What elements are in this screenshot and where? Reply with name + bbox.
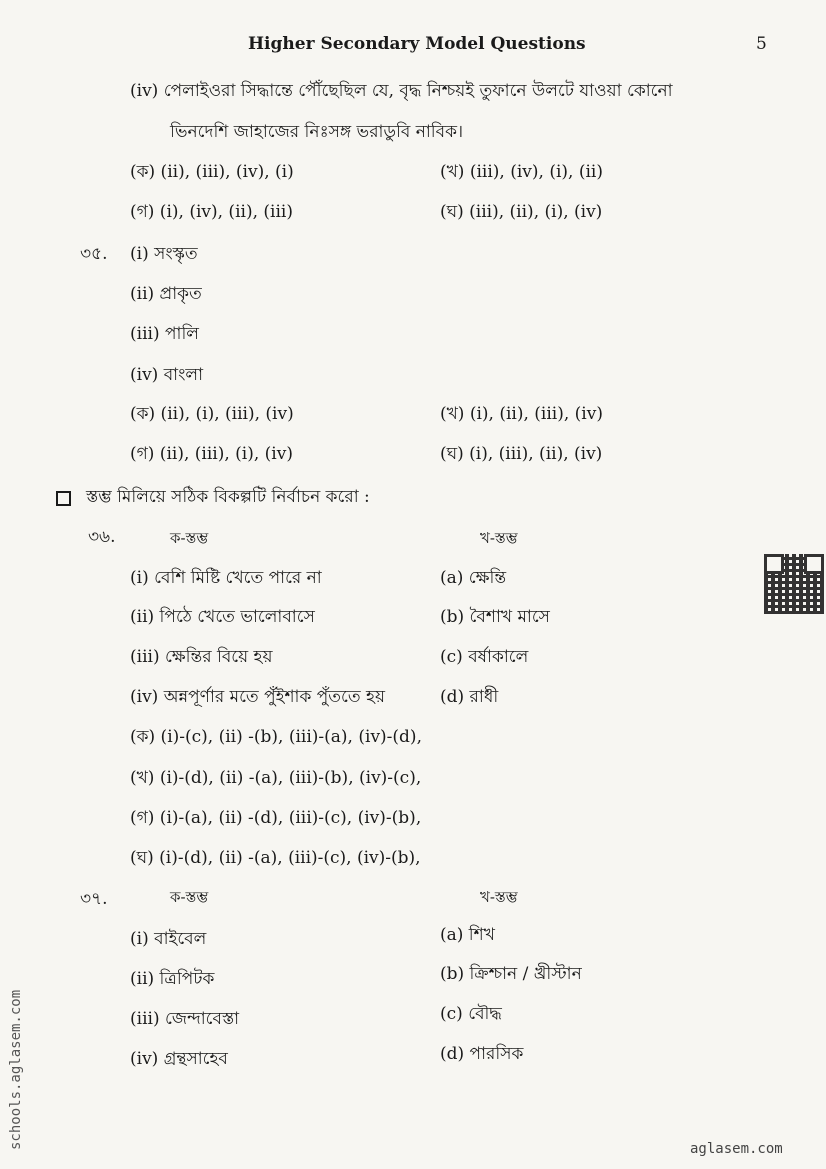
q37-column-b-item: (b) ক্রিশ্চান / খ্রীস্টান — [440, 964, 582, 984]
section-instruction: স্তম্ভ মিলিয়ে সঠিক বিকল্পটি নির্বাচন করো : — [86, 487, 370, 507]
q34-option-ka: (ক) (ii), (iii), (iv), (i) — [130, 162, 294, 182]
q34-item-iv-line1: (iv) পেলাইওরা সিদ্ধান্তে পৌঁছেছিল যে, বৃদ্ধ নিশ্চয়ই তুফানে উলটে যাওয়া কোনো — [130, 81, 673, 101]
q35-option-ga: (গ) (ii), (iii), (i), (iv) — [130, 444, 293, 464]
q34-option-kha: (খ) (iii), (iv), (i), (ii) — [440, 162, 603, 182]
side-watermark: schools.aglasem.com — [8, 989, 24, 1150]
q37-column-a-item: (iv) গ্রন্থসাহেব — [130, 1049, 228, 1069]
q36-option: (গ) (i)-(a), (ii) -(d), (iii)-(c), (iv)-(b), — [130, 808, 422, 828]
section-checkbox-icon — [56, 491, 71, 506]
q36-column-b-item: (b) বৈশাখ মাসে — [440, 607, 550, 627]
q36-option: (ঘ) (i)-(d), (ii) -(a), (iii)-(c), (iv)-(b), — [130, 848, 421, 868]
page-header-title: Higher Secondary Model Questions — [248, 34, 586, 54]
footer-watermark: aglasem.com — [690, 1141, 783, 1157]
q35-item: (iii) পালি — [130, 324, 199, 344]
q36-column-b-heading: খ-স্তম্ভ — [480, 529, 518, 547]
q35-item: (iv) বাংলা — [130, 365, 204, 385]
q37-column-b-item: (c) বৌদ্ধ — [440, 1004, 502, 1024]
q36-column-b-item: (c) বর্ষাকালে — [440, 647, 529, 667]
q36-column-b-item: (a) ক্ষেন্তি — [440, 568, 507, 588]
q36-column-a-item: (iii) ক্ষেন্তির বিয়ে হয় — [130, 647, 273, 667]
q36-column-b-item: (d) রাধী — [440, 687, 499, 707]
q36-column-a-item: (i) বেশি মিষ্টি খেতে পারে না — [130, 568, 322, 588]
q35-number: ৩৫. — [80, 244, 108, 264]
q36-option: (ক) (i)-(c), (ii) -(b), (iii)-(a), (iv)-(d), — [130, 727, 422, 747]
q35-option-gha: (ঘ) (i), (iii), (ii), (iv) — [440, 444, 603, 464]
q35-item: (i) সংস্কৃত — [130, 244, 198, 264]
q36-column-a-item: (ii) পিঠে খেতে ভালোবাসে — [130, 607, 315, 627]
q34-option-ga: (গ) (i), (iv), (ii), (iii) — [130, 202, 293, 222]
q37-column-a-item: (ii) ত্রিপিটক — [130, 969, 215, 989]
q36-column-a-item: (iv) অন্নপূর্ণার মতে পুঁইশাক পুঁততে হয় — [130, 687, 385, 707]
q35-option-kha: (খ) (i), (ii), (iii), (iv) — [440, 404, 603, 424]
q36-number: ৩৬. — [88, 527, 116, 547]
q34-option-gha: (ঘ) (iii), (ii), (i), (iv) — [440, 202, 603, 222]
qr-code-icon — [764, 554, 824, 614]
q37-column-b-item: (a) শিখ — [440, 925, 495, 945]
q37-column-a-heading: ক-স্তম্ভ — [170, 888, 209, 906]
q36-option: (খ) (i)-(d), (ii) -(a), (iii)-(b), (iv)-(c), — [130, 768, 422, 788]
q37-column-b-item: (d) পারসিক — [440, 1044, 524, 1064]
q35-item: (ii) প্রাকৃত — [130, 284, 202, 304]
q36-column-a-heading: ক-স্তম্ভ — [170, 529, 209, 547]
q34-item-iv-line2: ভিনদেশি জাহাজের নিঃসঙ্গ ভরাডুবি নাবিক। — [170, 122, 464, 142]
q37-column-a-item: (i) বাইবেল — [130, 929, 207, 949]
q37-column-b-heading: খ-স্তম্ভ — [480, 888, 518, 906]
q37-column-a-item: (iii) জেন্দাবেস্তা — [130, 1009, 240, 1029]
q35-option-ka: (ক) (ii), (i), (iii), (iv) — [130, 404, 294, 424]
q37-number: ৩৭. — [80, 889, 108, 909]
page-number: 5 — [756, 34, 767, 54]
